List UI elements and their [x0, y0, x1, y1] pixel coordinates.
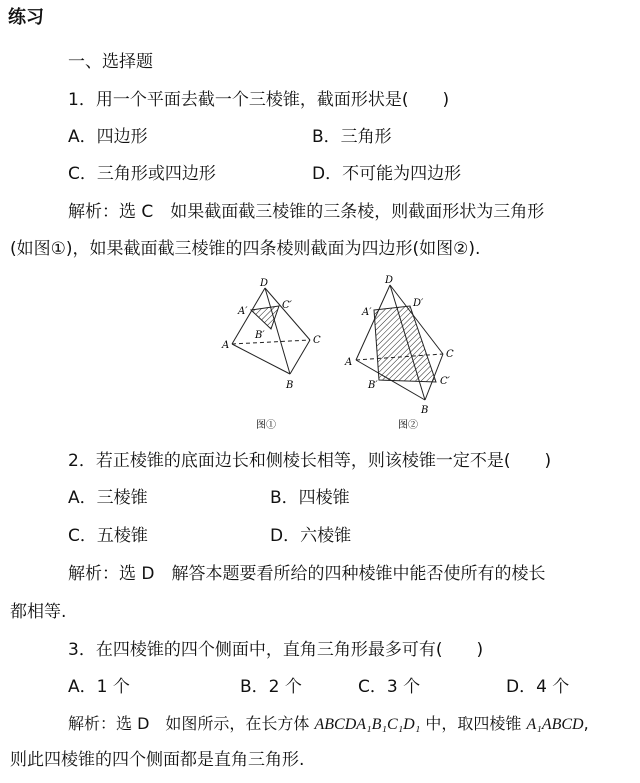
fig1-label-b1: B′	[255, 330, 265, 341]
fig2-label-a: A	[345, 357, 353, 368]
fig1-label-d: D	[260, 278, 269, 289]
q3-analysis-pyramid: A₁ABCD	[526, 716, 584, 733]
q3-option-b[interactable]: B．2 个	[240, 677, 302, 697]
fig2-section-quadrilateral	[374, 306, 436, 382]
fig1-label-a: A	[222, 340, 230, 351]
q3-analysis-pre: 解析：选 D 如图所示，在长方体	[68, 714, 315, 733]
fig2-label-c: C	[446, 349, 454, 360]
q3-analysis-box: ABCDA₁B₁C₁D₁	[314, 716, 421, 733]
fig1-label-b: B	[286, 380, 294, 391]
fig2-label-c1: C′	[440, 376, 450, 387]
q1-option-a[interactable]: A．四边形	[68, 127, 148, 147]
pyramid-figures	[0, 270, 640, 440]
q3-analysis-line2: 则此四棱锥的四个侧面都是直角三角形.	[10, 750, 305, 770]
q3-analysis-mid: 中，取四棱锥	[420, 714, 527, 733]
q1-option-c[interactable]: C．三角形或四边形	[68, 164, 216, 184]
fig1-section-triangle	[251, 306, 279, 329]
fig1-label-a1: A′	[238, 306, 248, 317]
q1-option-b[interactable]: B．三角形	[312, 127, 392, 147]
q3-stem: 3．在四棱锥的四个侧面中，直角三角形最多可有( )	[68, 640, 484, 660]
page-title: 练习	[8, 7, 44, 28]
q3-option-c[interactable]: C．3 个	[358, 677, 421, 697]
fig1-edge-ab	[232, 344, 290, 374]
q3-analysis-end: ,	[583, 714, 589, 733]
fig2-label-b1: B′	[368, 380, 378, 391]
fig2-label-a1: A′	[362, 307, 372, 318]
section-heading: 一、选择题	[68, 52, 153, 72]
q2-analysis-line1: 解析：选 D 解答本题要看所给的四种棱锥中能否使所有的棱长	[68, 564, 546, 584]
fig1-edge-bc	[290, 340, 310, 374]
fig2-caption: 图②	[398, 420, 418, 431]
fig1-edge-ac-hidden	[232, 340, 310, 344]
q2-analysis-line2: 都相等.	[10, 602, 67, 622]
q3-analysis-line1	[68, 712, 589, 737]
q3-option-d[interactable]: D．4 个	[506, 677, 570, 697]
q2-option-c[interactable]: C．五棱锥	[68, 526, 148, 546]
q1-analysis-line1: 解析：选 C 如果截面截三棱锥的三条棱，则截面形状为三角形	[68, 202, 545, 222]
fig1-label-c: C	[313, 335, 321, 346]
fig1-label-c1: C′	[282, 300, 292, 311]
fig1-caption: 图①	[256, 420, 276, 431]
q2-option-b[interactable]: B．四棱锥	[270, 488, 350, 508]
fig2-label-d1: D′	[413, 298, 424, 309]
fig2-label-b: B	[421, 405, 429, 416]
q1-analysis-line2: (如图①)，如果截面截三棱锥的四条棱则截面为四边形(如图②).	[10, 239, 481, 259]
figure-1	[232, 288, 310, 374]
q1-option-d[interactable]: D．不可能为四边形	[312, 164, 462, 184]
q1-stem: 1．用一个平面去截一个三棱锥，截面形状是( )	[68, 90, 450, 110]
q3-option-a[interactable]: A．1 个	[68, 677, 130, 697]
q2-stem: 2．若正棱锥的底面边长和侧棱长相等，则该棱锥一定不是( )	[68, 451, 552, 471]
fig2-label-d: D	[385, 275, 394, 286]
q2-option-a[interactable]: A．三棱锥	[68, 488, 148, 508]
q2-option-d[interactable]: D．六棱锥	[270, 526, 352, 546]
